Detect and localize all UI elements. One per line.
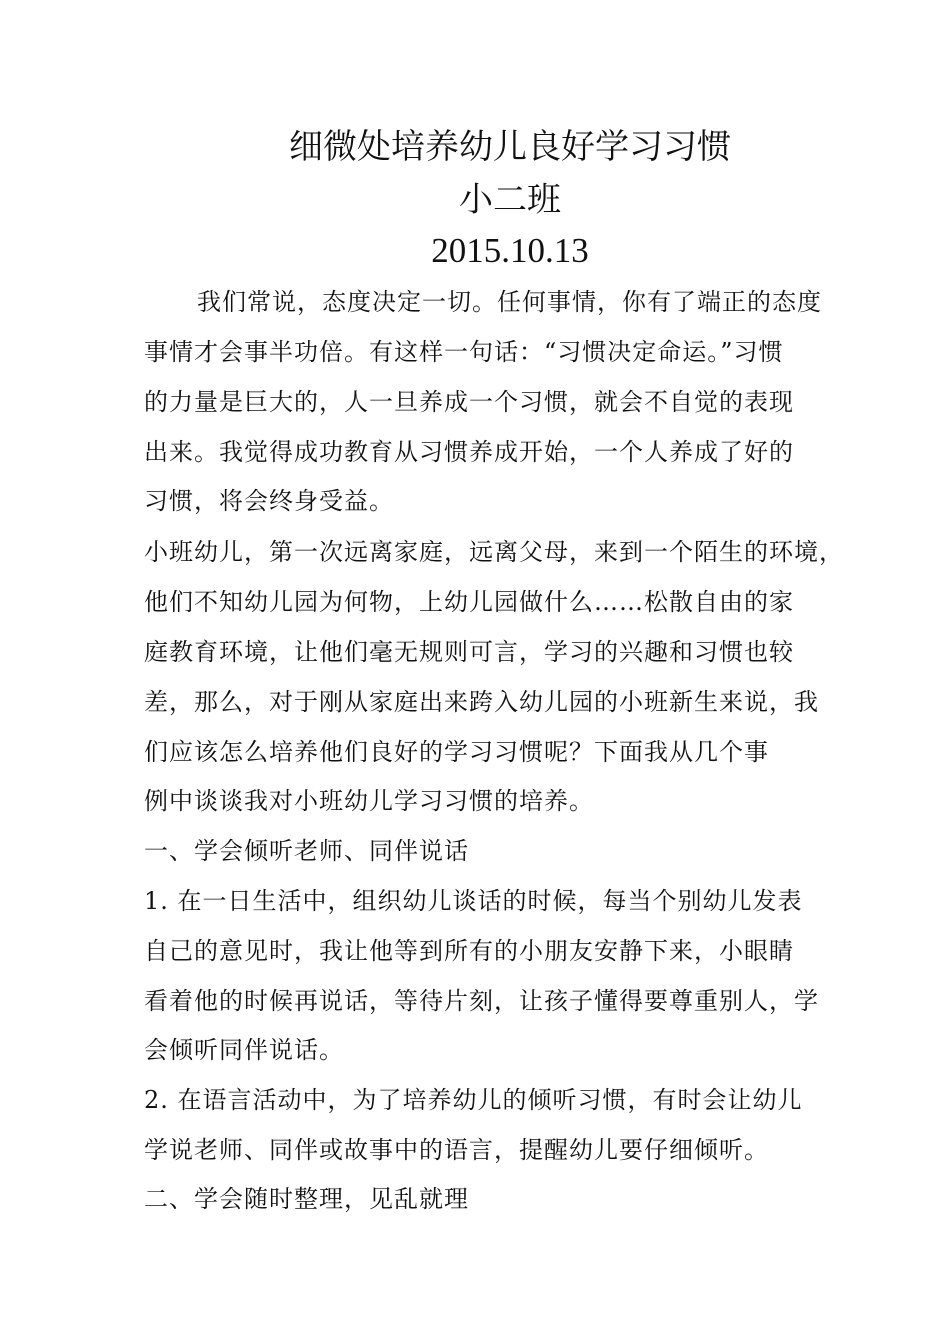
section-heading: 一、学会倾听老师、同伴说话 — [144, 837, 469, 865]
document-date: 2015.10.13 — [431, 231, 589, 270]
paragraph-line: 差，那么，对于刚从家庭出来跨入幼儿园的小班新生来说，我 — [144, 688, 819, 716]
document-title: 细微处培养幼儿良好学习习惯 — [289, 127, 731, 167]
paragraph-line: 庭教育环境，让他们毫无规则可言，学习的兴趣和习惯也较 — [144, 638, 794, 666]
paragraph-line: 会倾听同伴说话。 — [144, 1036, 344, 1064]
paragraph-line: 出来。我觉得成功教育从习惯养成开始，一个人养成了好的 — [144, 438, 794, 466]
paragraph-line: 们应该怎么培养他们良好的学习习惯呢？下面我从几个事 — [144, 738, 769, 766]
paragraph-line: 我们常说，态度决定一切。任何事情，你有了端正的态度 — [197, 288, 822, 316]
paragraph-line: 2. 在语言活动中，为了培养幼儿的倾听习惯，有时会让幼儿 — [144, 1086, 803, 1114]
paragraph-line: 他们不知幼儿园为何物，上幼儿园做什么……松散自由的家 — [144, 588, 794, 616]
paragraph-line: 1. 在一日生活中，组织幼儿谈话的时候，每当个别幼儿发表 — [144, 887, 803, 915]
paragraph-line: 的力量是巨大的，人一旦养成一个习惯，就会不自觉的表现 — [144, 388, 794, 416]
paragraph-line: 例中谈谈我对小班幼儿学习习惯的培养。 — [144, 787, 594, 815]
section-heading: 二、学会随时整理，见乱就理 — [144, 1185, 469, 1213]
class-name: 小二班 — [459, 180, 561, 220]
paragraph-line: 小班幼儿，第一次远离家庭，远离父母，来到一个陌生的环境， — [144, 538, 844, 566]
paragraph-line: 学说老师、同伴或故事中的语言，提醒幼儿要仔细倾听。 — [144, 1136, 769, 1164]
paragraph-line: 看着他的时候再说话，等待片刻，让孩子懂得要尊重别人，学 — [144, 987, 819, 1015]
paragraph-line: 事情才会事半功倍。有这样一句话：“习惯决定命运。”习惯 — [144, 338, 784, 366]
paragraph-line: 习惯，将会终身受益。 — [144, 487, 394, 515]
paragraph-line: 自己的意见时，我让他等到所有的小朋友安静下来，小眼睛 — [144, 937, 794, 965]
